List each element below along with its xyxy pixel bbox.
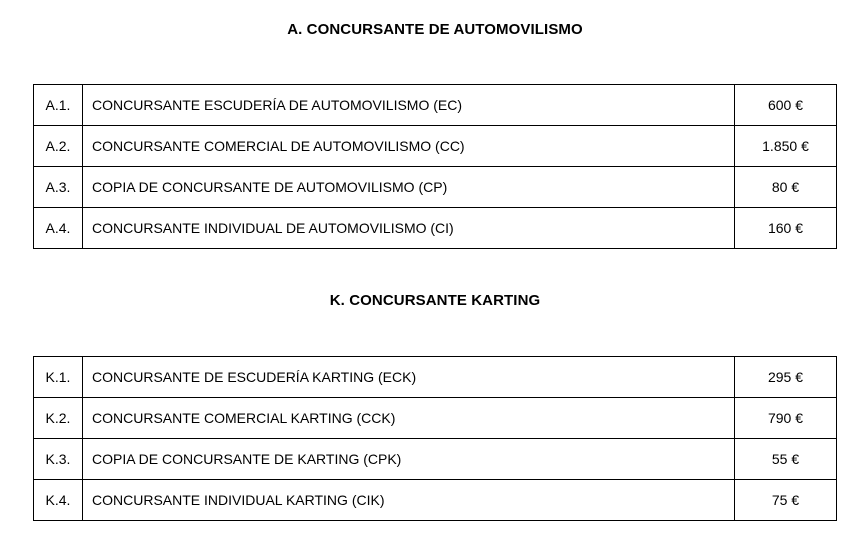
row-description: COPIA DE CONCURSANTE DE KARTING (CPK) (83, 439, 735, 480)
row-price: 600 € (735, 85, 837, 126)
row-code: K.1. (34, 357, 83, 398)
table-row (34, 357, 837, 398)
table-row (34, 126, 837, 167)
row-price: 295 € (735, 357, 837, 398)
row-price: 55 € (735, 439, 837, 480)
row-code: A.2. (34, 126, 83, 167)
row-code: A.4. (34, 208, 83, 249)
row-code: A.1. (34, 85, 83, 126)
table-row (34, 480, 837, 521)
table-row (34, 208, 837, 249)
table-row (34, 167, 837, 208)
row-code: K.4. (34, 480, 83, 521)
row-code: A.3. (34, 167, 83, 208)
row-description: CONCURSANTE COMERCIAL KARTING (CCK) (83, 398, 735, 439)
row-description: COPIA DE CONCURSANTE DE AUTOMOVILISMO (CP) (83, 167, 735, 208)
row-price: 1.850 € (735, 126, 837, 167)
fee-table-karting (33, 356, 837, 521)
row-description: CONCURSANTE DE ESCUDERÍA KARTING (ECK) (83, 357, 735, 398)
row-price: 160 € (735, 208, 837, 249)
section-title-automovilismo: A. CONCURSANTE DE AUTOMOVILISMO (287, 21, 583, 38)
row-description: CONCURSANTE COMERCIAL DE AUTOMOVILISMO (CC) (83, 126, 735, 167)
row-price: 80 € (735, 167, 837, 208)
row-code: K.3. (34, 439, 83, 480)
row-description: CONCURSANTE INDIVIDUAL DE AUTOMOVILISMO (CI) (83, 208, 735, 249)
table-row (34, 398, 837, 439)
table-row (34, 439, 837, 480)
row-description: CONCURSANTE ESCUDERÍA DE AUTOMOVILISMO (EC) (83, 85, 735, 126)
row-price: 790 € (735, 398, 837, 439)
table-row (34, 85, 837, 126)
row-price: 75 € (735, 480, 837, 521)
section-title-karting: K. CONCURSANTE KARTING (329, 292, 541, 309)
fee-table-automovilismo (33, 84, 837, 249)
row-code: K.2. (34, 398, 83, 439)
row-description: CONCURSANTE INDIVIDUAL KARTING (CIK) (83, 480, 735, 521)
